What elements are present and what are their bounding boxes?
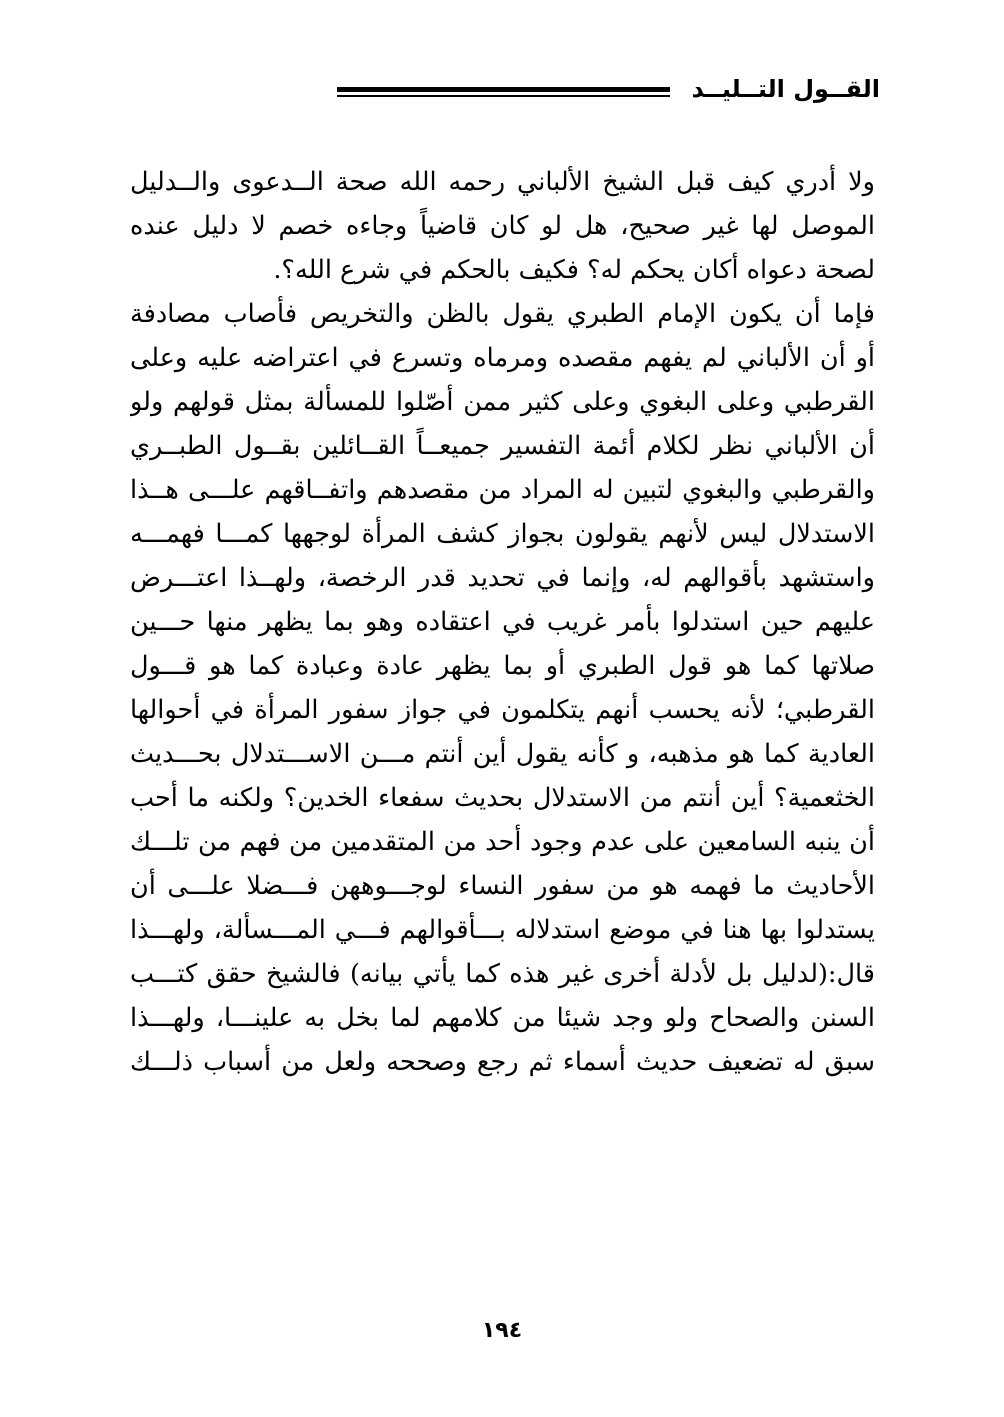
text-line: يستدلوا بها هنا في موضع استدلاله بـــأقوالهم فـــي المـــسألة، ولهـــذا [130, 915, 875, 945]
text-line: الموصل لها غير صحيح، هل لو كان قاضياً وجاءه خصم لا دليل عنده [130, 211, 875, 241]
text-line: الأحاديث ما فهمه هو من سفور النساء لوجـــوههن فـــضلا علـــى أن [130, 871, 875, 901]
header-double-rule [337, 87, 670, 98]
text-line: لصحة دعواه أكان يحكم له؟ فكيف بالحكم في شرع الله؟. [273, 255, 875, 285]
text-line: أن الألباني نظر لكلام أئمة التفسير جميعــاً القــائلين بقــول الطبــري [130, 431, 875, 461]
text-line: الخثعمية؟ أين أنتم من الاستدلال بحديث سفعاء الخدين؟ ولكنه ما أحب [130, 783, 875, 813]
text-line: القرطبي؛ لأنه يحسب أنهم يتكلمون في جواز سفور المرأة في أحوالها [130, 695, 875, 725]
text-line: صلاتها كما هو قول الطبري أو بما يظهر عادة وعبادة كما هو قـــول [130, 651, 875, 681]
text-line: العادية كما هو مذهبه، و كأنه يقول أين أنتم مـــن الاســـتدلال بحـــديث [130, 739, 875, 769]
running-header [122, 72, 880, 108]
body-text [130, 160, 875, 1084]
text-line: عليهم حين استدلوا بأمر غريب في اعتقاده وهو بما يظهر منها حـــين [130, 607, 875, 637]
text-line: الاستدلال ليس لأنهم يقولون بجواز كشف المرأة لوجهها كمـــا فهمـــه [130, 519, 875, 549]
text-line: القرطبي وعلى البغوي وعلى كثير ممن أصّلوا للمسألة بمثل قولهم ولو [130, 387, 875, 417]
book-title: القــول التــليــد [691, 75, 880, 103]
text-line: قال:(لدليل بل لأدلة أخرى غير هذه كما يأتي بيانه) فالشيخ حقق كتـــب [130, 959, 875, 989]
text-line: السنن والصحاح ولو وجد شيئا من كلامهم لما بخل به علينـــا، ولهـــذا [130, 1003, 875, 1033]
header-rule-thin [337, 95, 670, 97]
text-line: واستشهد بأقوالهم له، وإنما في تحديد قدر الرخصة، ولهــذا اعتـــرض [130, 563, 875, 593]
text-line: والقرطبي والبغوي لتبين له المراد من مقصدهم واتفــاقهم علـــى هــذا [130, 475, 875, 505]
text-line: أو أن الألباني لم يفهم مقصده ومرماه وتسرع في اعتراضه عليه وعلى [130, 343, 875, 373]
text-line: سبق له تضعيف حديث أسماء ثم رجع وصححه ولعل من أسباب ذلـــك [130, 1047, 875, 1077]
text-line: أن ينبه السامعين على عدم وجود أحد من المتقدمين من فهم من تلـــك [130, 827, 875, 857]
text-line: ولا أدري كيف قبل الشيخ الألباني رحمه الله صحة الــدعوى والــدليل [130, 167, 875, 197]
header-rule-thick [337, 87, 670, 92]
page-number: ١٩٤ [481, 1318, 523, 1343]
text-line: فإما أن يكون الإمام الطبري يقول بالظن والتخريص فأصاب مصادفة [130, 299, 875, 329]
